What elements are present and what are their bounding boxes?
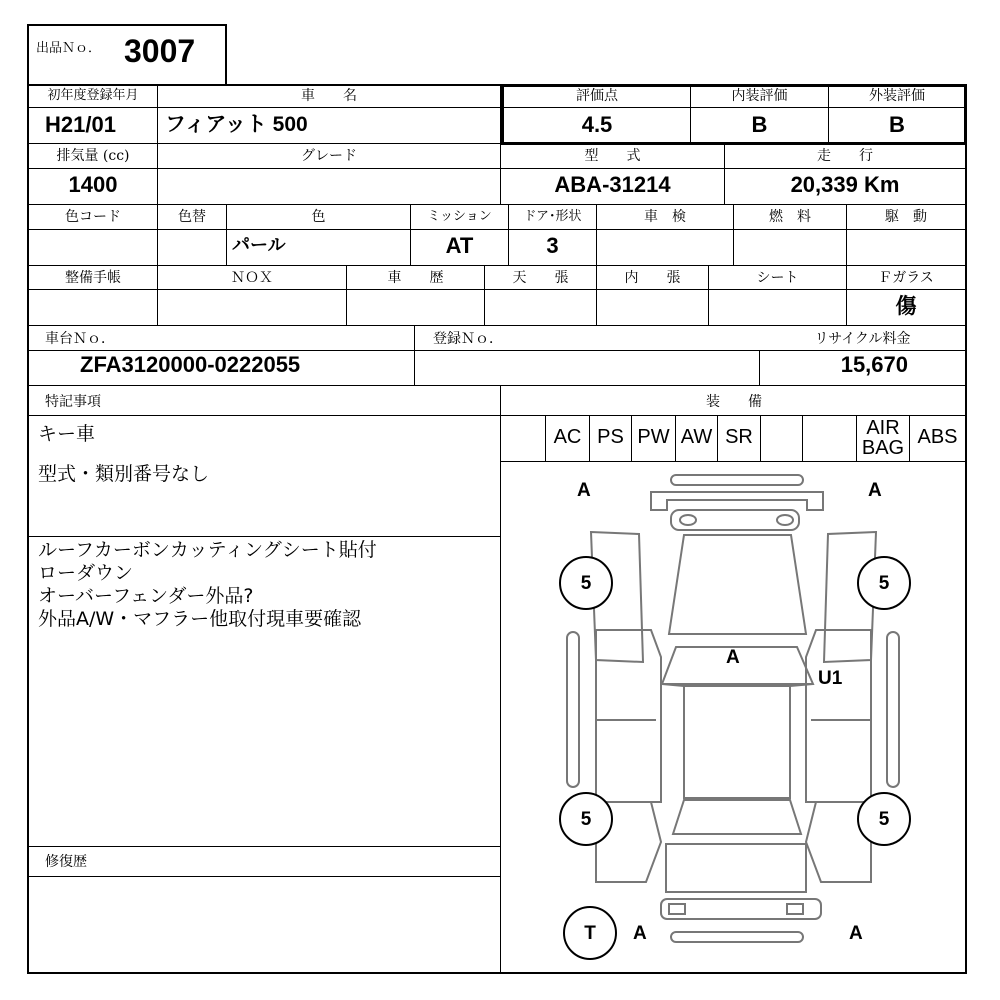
mileage-value: 20,339 Km — [790, 172, 900, 197]
line — [27, 229, 967, 230]
tire-fl-value: 5 — [580, 573, 592, 594]
recolor-label: 色替 — [178, 209, 206, 225]
front-panel — [671, 510, 799, 530]
taillight-left — [669, 904, 685, 914]
headlight-left — [680, 515, 696, 525]
damage-front-right: A — [868, 480, 882, 501]
equipment-airbag: BAG — [861, 437, 905, 459]
right-doors — [806, 630, 871, 802]
equipment-ps: PS — [597, 426, 624, 448]
history-label: 車 歴 — [387, 270, 444, 286]
fuel-label: 燃 料 — [769, 209, 811, 225]
rear-window — [673, 800, 801, 834]
damage-rear-left: A — [633, 923, 647, 944]
lot-number: 3007 — [124, 33, 196, 69]
recycle-label: リサイクル料金 — [814, 331, 911, 347]
line — [27, 325, 967, 326]
repair-label: 修復歴 — [45, 854, 87, 870]
fglass-label: Ｆガラス — [878, 270, 934, 286]
score-label: 評価点 — [576, 88, 618, 104]
notes-label: 特記事項 — [45, 394, 101, 410]
taillight-right — [787, 904, 803, 914]
equipment-airbag: AIR — [866, 417, 900, 439]
exterior-value: B — [889, 112, 905, 137]
equipment-pw: PW — [637, 426, 670, 448]
line — [27, 846, 501, 847]
note-line: ルーフカーボンカッティングシート貼付 — [38, 539, 377, 561]
damage-right-door: U1 — [818, 668, 843, 689]
note-line: キー車 — [38, 423, 96, 445]
line — [27, 385, 967, 386]
drive-label: 駆 動 — [885, 209, 927, 225]
grade-label: グレード — [301, 148, 357, 164]
note-line: オーバーフェンダー外品? — [38, 585, 254, 607]
note-line: 型式・類別番号なし — [38, 463, 210, 485]
seat-label: シート — [756, 270, 799, 286]
hood — [669, 535, 806, 634]
interior-trim-label: 内 張 — [624, 270, 681, 286]
line — [27, 350, 967, 351]
damage-windshield: A — [726, 647, 740, 668]
fglass-value: 傷 — [895, 294, 917, 318]
damage-front-left: A — [577, 480, 591, 501]
line — [27, 415, 967, 416]
interior-label: 内装評価 — [731, 88, 788, 104]
rear-bumper-lower — [671, 932, 803, 942]
line — [760, 415, 761, 461]
left-side-skirt — [567, 632, 579, 787]
equipment-aw: AW — [680, 426, 713, 448]
car-name-value: フィアット 500 — [165, 113, 308, 136]
model-value: ABA-31214 — [554, 172, 671, 197]
tire-rl-value: 5 — [580, 809, 592, 830]
note-line: 外品A/W・マフラー他取付現車要確認 — [38, 608, 362, 630]
lot-label: 出品Ｎｏ． — [36, 41, 102, 56]
front-grille — [651, 492, 823, 510]
door-value: 3 — [546, 233, 559, 258]
door-label: ドア･形状 — [523, 209, 582, 224]
car-diagram — [501, 462, 966, 972]
left-doors — [596, 630, 661, 802]
trunk — [666, 844, 806, 892]
interior-value: B — [751, 112, 768, 137]
headlight-right — [777, 515, 793, 525]
color-value: パール — [232, 235, 286, 256]
maintenance-label: 整備手帳 — [65, 270, 121, 286]
displacement-label: 排気量 (cc) — [56, 148, 130, 164]
line — [27, 289, 967, 290]
equipment-ac: AC — [553, 426, 582, 448]
equipment-sr: SR — [725, 426, 753, 448]
line — [27, 168, 967, 169]
chassis-value: ZFA3120000-0222055 — [80, 352, 301, 377]
recycle-value: 15,670 — [840, 352, 908, 377]
color-code-label: 色コード — [65, 209, 121, 225]
first-reg-value: H21/01 — [45, 112, 116, 137]
damage-rear-right: A — [849, 923, 863, 944]
spare-tire-value: T — [584, 923, 596, 944]
equipment-abs: ABS — [917, 426, 958, 448]
inspection-label: 車 検 — [644, 209, 686, 225]
exterior-label: 外装評価 — [869, 88, 925, 104]
line — [27, 107, 501, 108]
line — [27, 876, 501, 877]
mission-label: ミッション — [427, 209, 492, 224]
tire-fr-value: 5 — [878, 573, 890, 594]
equipment-label: 装 備 — [706, 394, 762, 410]
frame-left — [27, 24, 29, 974]
note-line: ローダウン — [38, 562, 134, 584]
model-label: 型 式 — [584, 148, 641, 164]
line — [414, 325, 415, 385]
car-name-label: 車 名 — [301, 88, 357, 104]
ceiling-label: 天 張 — [512, 270, 569, 286]
line — [501, 107, 967, 108]
tire-rr-value: 5 — [878, 809, 890, 830]
line — [802, 415, 803, 461]
line — [27, 204, 967, 205]
mission-value: AT — [445, 233, 474, 258]
front-bumper — [671, 475, 803, 485]
line — [27, 265, 967, 266]
first-reg-label: 初年度登録年月 — [47, 88, 139, 103]
score-value: 4.5 — [581, 112, 613, 137]
frame-bottom — [27, 972, 967, 974]
registration-label: 登録Ｎｏ． — [433, 331, 503, 347]
line — [27, 536, 501, 537]
displacement-value: 1400 — [68, 172, 118, 197]
roof — [684, 686, 790, 798]
nox-label: ＮＯＸ — [231, 270, 273, 286]
chassis-label: 車台Ｎｏ． — [45, 331, 115, 347]
color-label: 色 — [311, 209, 326, 225]
right-side-skirt — [887, 632, 899, 787]
mileage-label: 走 行 — [817, 148, 873, 164]
